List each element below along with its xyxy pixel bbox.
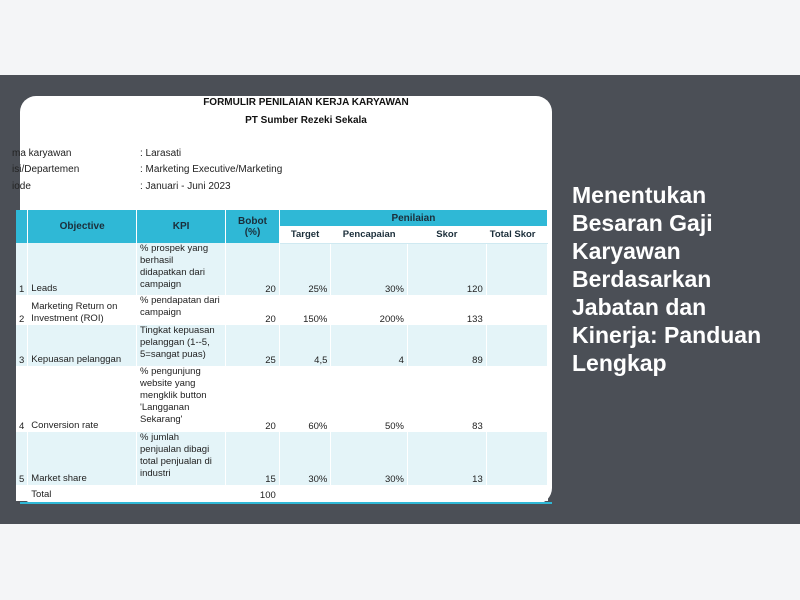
table-row: 3 Kepuasan pelanggan Tingkat kepuasan pelanggan (1--5, 5=sangat puas) 25 4,5 4 89 <box>16 325 548 366</box>
total-label: Total <box>28 485 137 501</box>
form-title: FORMULIR PENILAIAN KERJA KARYAWAN <box>203 97 409 108</box>
info-value-period: : Januari - Juni 2023 <box>140 181 231 192</box>
row-pencapaian: 200% <box>331 295 408 325</box>
row-skor: 83 <box>407 366 486 432</box>
table-row: 1 Leads % prospek yang berhasil didapatkan dari campaign 20 25% 30% 120 <box>16 243 548 295</box>
row-pencapaian: 30% <box>331 432 408 485</box>
row-objective: Kepuasan pelanggan <box>28 325 137 366</box>
table-bottom-border <box>20 502 552 504</box>
row-target: 30% <box>279 432 331 485</box>
row-skor: 13 <box>407 432 486 485</box>
row-kpi: Tingkat kepuasan pelanggan (1--5, 5=sangat puas) <box>137 325 226 366</box>
row-target: 60% <box>279 366 331 432</box>
col-pencapaian: Pencapaian <box>331 226 408 243</box>
row-target: 150% <box>279 295 331 325</box>
col-kpi: KPI <box>137 210 226 243</box>
row-target: 4,5 <box>279 325 331 366</box>
col-target: Target <box>279 226 331 243</box>
col-total-skor: Total Skor <box>486 226 547 243</box>
row-bobot: 25 <box>226 325 280 366</box>
total-bobot: 100 <box>226 485 280 501</box>
col-skor: Skor <box>407 226 486 243</box>
info-value-position: : Marketing Executive/Marketing <box>140 164 283 175</box>
table-row: 4 Conversion rate % pengunjung website yang mengklik button 'Langganan Sekarang' 20 60% 50% 83 <box>16 366 548 432</box>
row-bobot: 20 <box>226 295 280 325</box>
company-name: PT Sumber Rezeki Sekala <box>245 115 367 126</box>
info-label-period: iode <box>12 181 31 192</box>
row-pencapaian: 30% <box>331 243 408 295</box>
row-kpi: % prospek yang berhasil didapatkan dari campaign <box>137 243 226 295</box>
row-skor: 89 <box>407 325 486 366</box>
row-target: 25% <box>279 243 331 295</box>
total-row <box>16 485 548 501</box>
row-bobot: 20 <box>226 366 280 432</box>
row-skor: 120 <box>407 243 486 295</box>
kpi-table <box>16 210 548 501</box>
info-value-name: : Larasati <box>140 148 182 159</box>
table-row: 2 Marketing Return on Investment (ROI) % pendapatan dari campaign 20 150% 200% 133 <box>16 295 548 325</box>
row-kpi: % jumlah penjualan dibagi total penjualan di industri <box>137 432 226 485</box>
row-objective: Market share <box>28 432 137 485</box>
row-kpi: % pengunjung website yang mengklik button 'Langganan Sekarang' <box>137 366 226 432</box>
row-objective: Marketing Return on Investment (ROI) <box>28 295 137 325</box>
row-kpi: % pendapatan dari campaign <box>137 295 226 325</box>
row-objective: Leads <box>28 243 137 295</box>
table-row: 5 Market share % jumlah penjualan dibagi total penjualan di industri 15 30% 30% 13 <box>16 432 548 485</box>
row-bobot: 20 <box>226 243 280 295</box>
form-image-card <box>12 96 552 504</box>
col-objective: Objective <box>28 210 137 243</box>
article-headline: Menentukan Besaran Gaji Karyawan Berdasarkan Jabatan dan Kinerja: Panduan Lengkap <box>572 182 762 376</box>
col-no <box>16 210 28 243</box>
row-pencapaian: 50% <box>331 366 408 432</box>
info-label-name: ma karyawan <box>12 148 72 159</box>
row-skor: 133 <box>407 295 486 325</box>
col-bobot: Bobot (%) <box>226 210 280 243</box>
col-penilaian: Penilaian <box>279 210 547 226</box>
info-label-position: isi/Departemen <box>12 164 80 175</box>
row-bobot: 15 <box>226 432 280 485</box>
row-pencapaian: 4 <box>331 325 408 366</box>
row-objective: Conversion rate <box>28 366 137 432</box>
